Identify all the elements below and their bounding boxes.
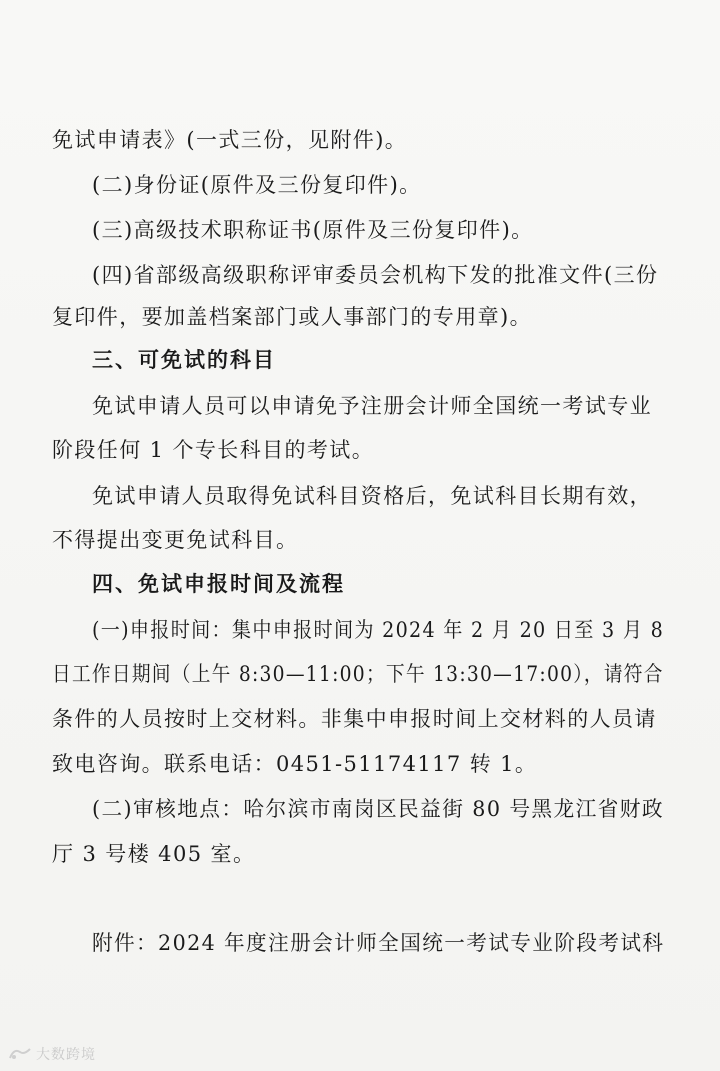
- text-line: 免试申请人员取得免试科目资格后，免试科目长期有效，: [92, 484, 652, 508]
- text-line: 复印件，要加盖档案部门或人事部门的专用章)。: [52, 305, 532, 329]
- text-line: 致电咨询。联系电话：0451-51174117 转 1。: [52, 752, 538, 776]
- watermark: [8, 1044, 96, 1064]
- text-line: 条件的人员按时上交材料。非集中申报时间上交材料的人员请: [52, 707, 657, 731]
- text-line: 不得提出变更免试科目。: [52, 528, 299, 552]
- text-line: 免试申请人员可以申请免予注册会计师全国统一考试专业: [92, 394, 652, 418]
- section-heading: 三、可免试的科目: [92, 348, 276, 372]
- section-heading: 四、免试申报时间及流程: [92, 572, 345, 596]
- text-line: (二)身份证(原件及三份复印件)。: [92, 173, 422, 197]
- text-line: 附件：2024 年度注册会计师全国统一考试专业阶段考试科: [92, 931, 665, 955]
- text-line: (三)高级技术职称证书(原件及三份复印件)。: [92, 218, 534, 242]
- watermark-logo-icon: [8, 1046, 32, 1062]
- watermark-text: 大数跨境: [36, 1047, 96, 1063]
- text-line: 厅 3 号楼 405 室。: [52, 842, 256, 866]
- text-line: (一)申报时间：集中申报时间为 2024 年 2 月 20 日至 3 月 8: [92, 618, 665, 642]
- text-line: (四)省部级高级职称评审委员会机构下发的批准文件(三份: [92, 263, 659, 287]
- text-line: 阶段任何 1 个专长科目的考试。: [52, 438, 375, 462]
- text-line: 日工作日期间（上午 8:30—11:00；下午 13:30—17:00），请符合: [52, 662, 664, 686]
- text-line: (二)审核地点：哈尔滨市南岗区民益街 80 号黑龙江省财政: [92, 797, 664, 821]
- text-line: 免试申请表》(一式三份，见附件)。: [52, 128, 408, 152]
